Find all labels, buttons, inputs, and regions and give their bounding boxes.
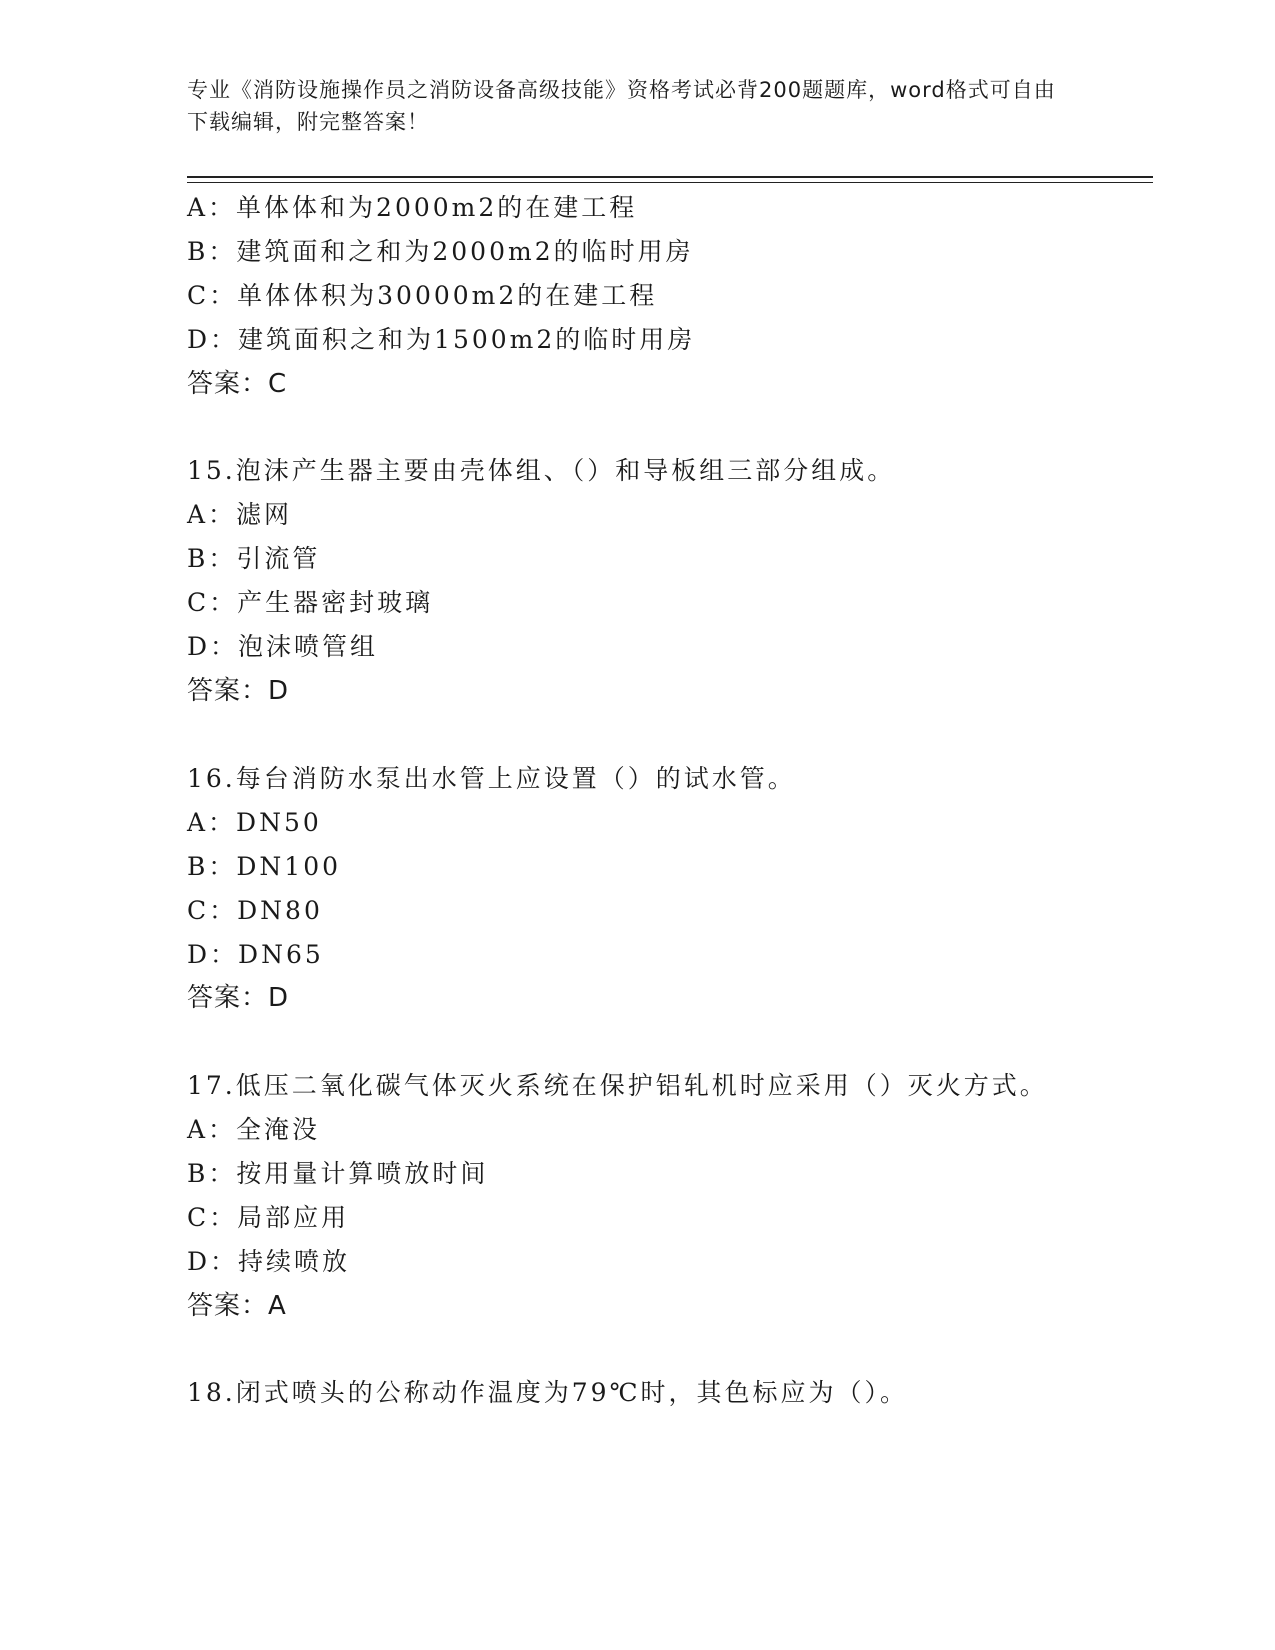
q14-option-c: C：单体体积为30000m2的在建工程 [187,281,658,310]
q15-answer: 答案：D [187,676,290,706]
q15-option-c: C：产生器密封玻璃 [187,588,434,617]
q14-answer: 答案：C [187,369,288,399]
q16-option-c: C：DN80 [187,896,323,925]
q17-option-d: D：持续喷放 [187,1247,351,1276]
q18-question: 18.闭式喷头的公称动作温度为79℃时，其色标应为（）。 [187,1378,909,1407]
document-header: 专业《消防设施操作员之消防设备高级技能》资格考试必背200题题库，word格式可自由下载编辑，附完整答案！ [187,78,1056,134]
q15-option-b: B：引流管 [187,544,321,573]
q16-option-a: A：DN50 [187,808,322,837]
q14-option-b: B：建筑面和之和为2000m2的临时用房 [187,237,694,266]
q16-answer: 答案：D [187,983,290,1013]
q14-option-d: D：建筑面积之和为1500m2的临时用房 [187,325,696,354]
q17-answer: 答案：A [187,1291,287,1321]
q17-option-b: B：按用量计算喷放时间 [187,1159,489,1188]
q16-question: 16.每台消防水泵出水管上应设置（）的试水管。 [187,764,796,793]
q16-option-b: B：DN100 [187,852,342,881]
header-divider [187,176,1153,183]
q17-question: 17.低压二氧化碳气体灭火系统在保护铝轧机时应采用（）灭火方式。 [187,1071,1048,1100]
q16-option-d: D：DN65 [187,940,324,969]
q15-option-a: A：滤网 [187,500,293,529]
q15-question: 15.泡沫产生器主要由壳体组、（）和导板组三部分组成。 [187,456,896,485]
q14-option-a: A：单体体和为2000m2的在建工程 [187,193,638,222]
q17-option-a: A：全淹没 [187,1115,321,1144]
q17-option-c: C：局部应用 [187,1203,350,1232]
q15-option-d: D：泡沫喷管组 [187,632,379,661]
